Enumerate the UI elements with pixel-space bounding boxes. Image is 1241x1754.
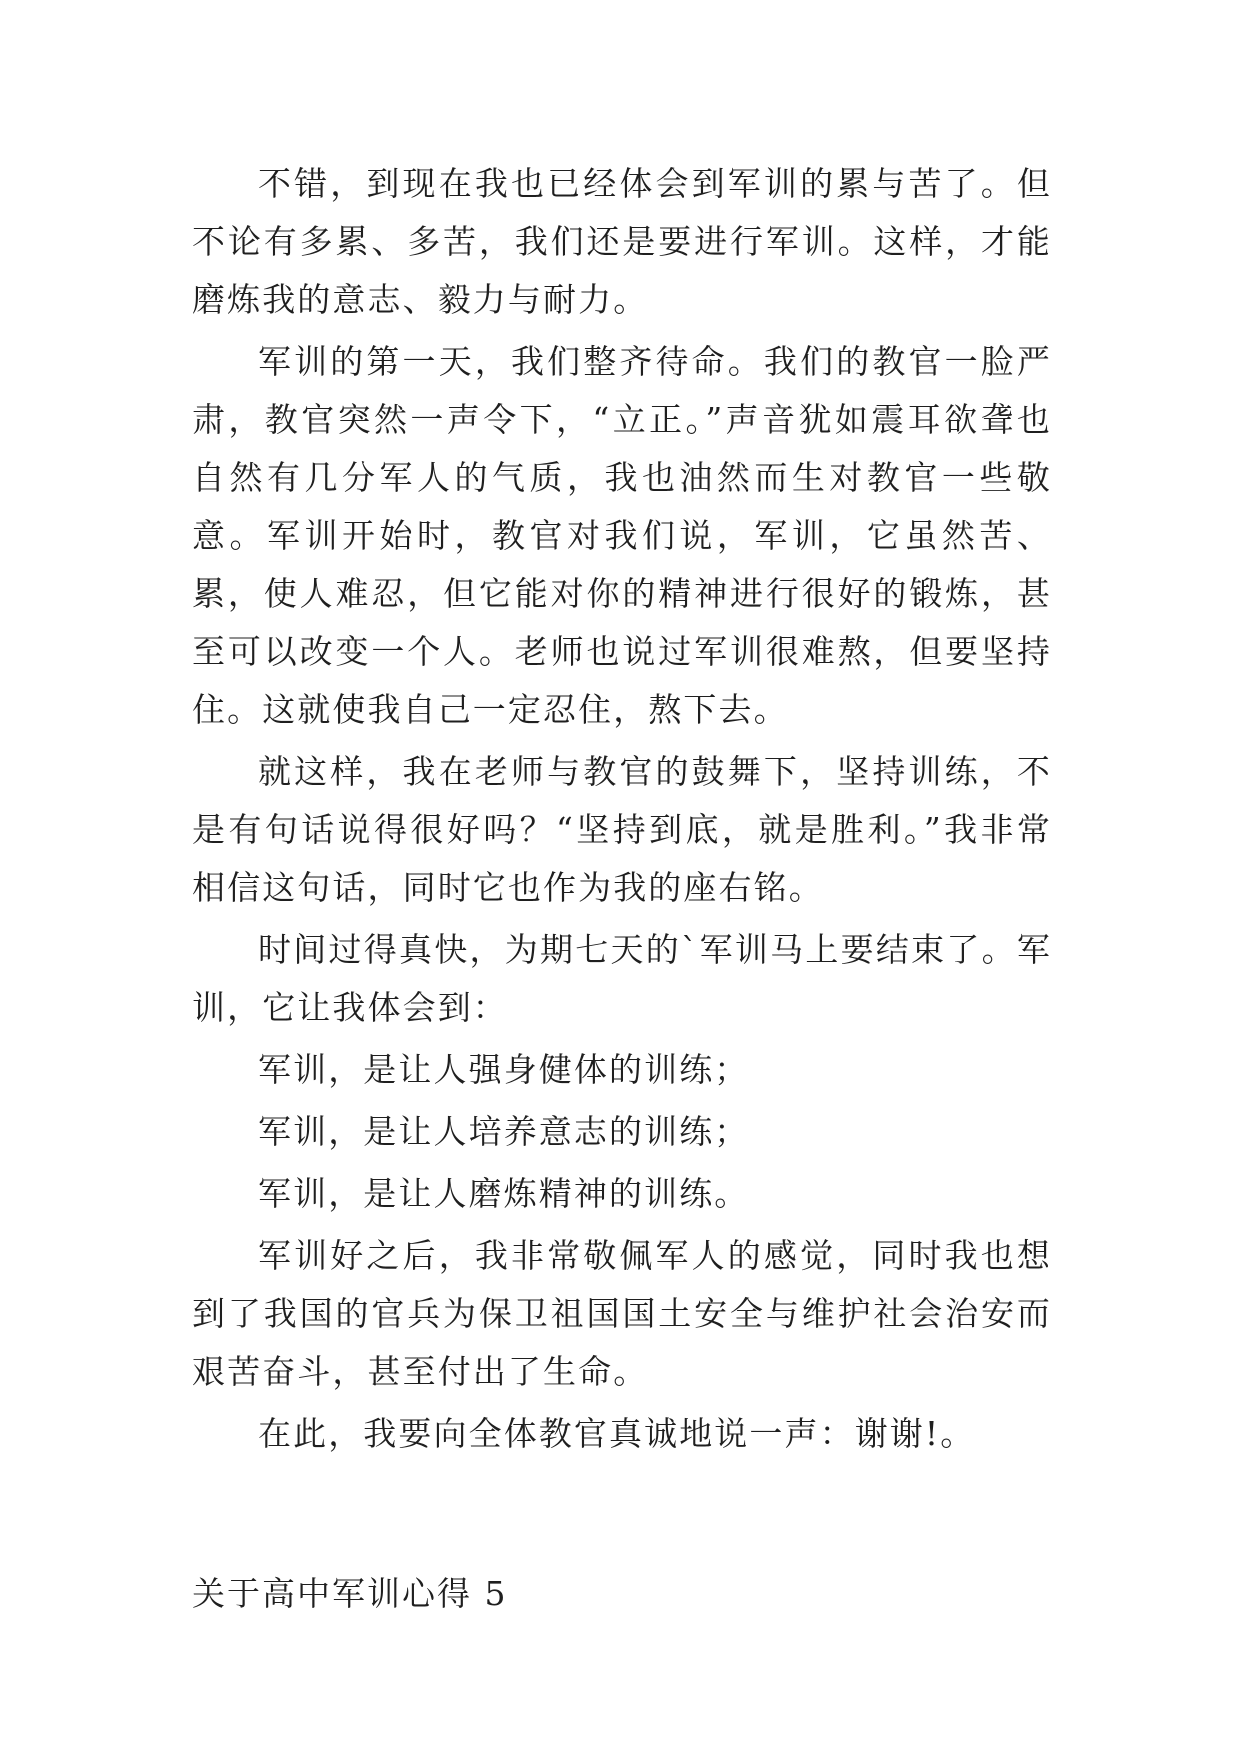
paragraph-8: 军训好之后，我非常敬佩军人的感觉，同时我也想到了我国的官兵为保卫祖国国土安全与维护社会治安而艰苦奋斗，甚至付出了生命。: [192, 1236, 1052, 1391]
section-heading: 关于高中军训心得 5: [192, 1574, 508, 1613]
paragraph-3: 就这样，我在老师与教官的鼓舞下，坚持训练，不是有句话说得很好吗？“坚持到底，就是胜利。”我非常相信这句话，同时它也作为我的座右铭。: [192, 752, 1052, 907]
paragraph-9: 在此，我要向全体教官真诚地说一声：谢谢!。: [258, 1414, 976, 1453]
paragraph-6: 军训，是让人培养意志的训练；: [258, 1112, 750, 1151]
document-body: [192, 155, 1052, 1467]
paragraph-1: 不错，到现在我也已经体会到军训的累与苦了。但不论有多累、多苦，我们还是要进行军训。这样，才能磨炼我的意志、毅力与耐力。: [192, 164, 1052, 319]
paragraph-5: 军训，是让人强身健体的训练；: [258, 1050, 750, 1089]
paragraph-2: 军训的第一天，我们整齐待命。我们的教官一脸严肃，教官突然一声令下，“立正。”声音犹如震耳欲聋也自然有几分军人的气质，我也油然而生对教官一些敬意。军训开始时，教官对我们说，军训，它虽然苦、累，使人难忍，但它能对你的精神进行很好的锻炼，甚至可以改变一个人。老师也说过军训很难熬，但要坚持住。这就使我自己一定忍住，熬下去。: [192, 342, 1052, 729]
paragraph-7: 军训，是让人磨炼精神的训练。: [258, 1174, 750, 1213]
paragraph-4: 时间过得真快，为期七天的`军训马上要结束了。军训，它让我体会到：: [192, 930, 1052, 1027]
